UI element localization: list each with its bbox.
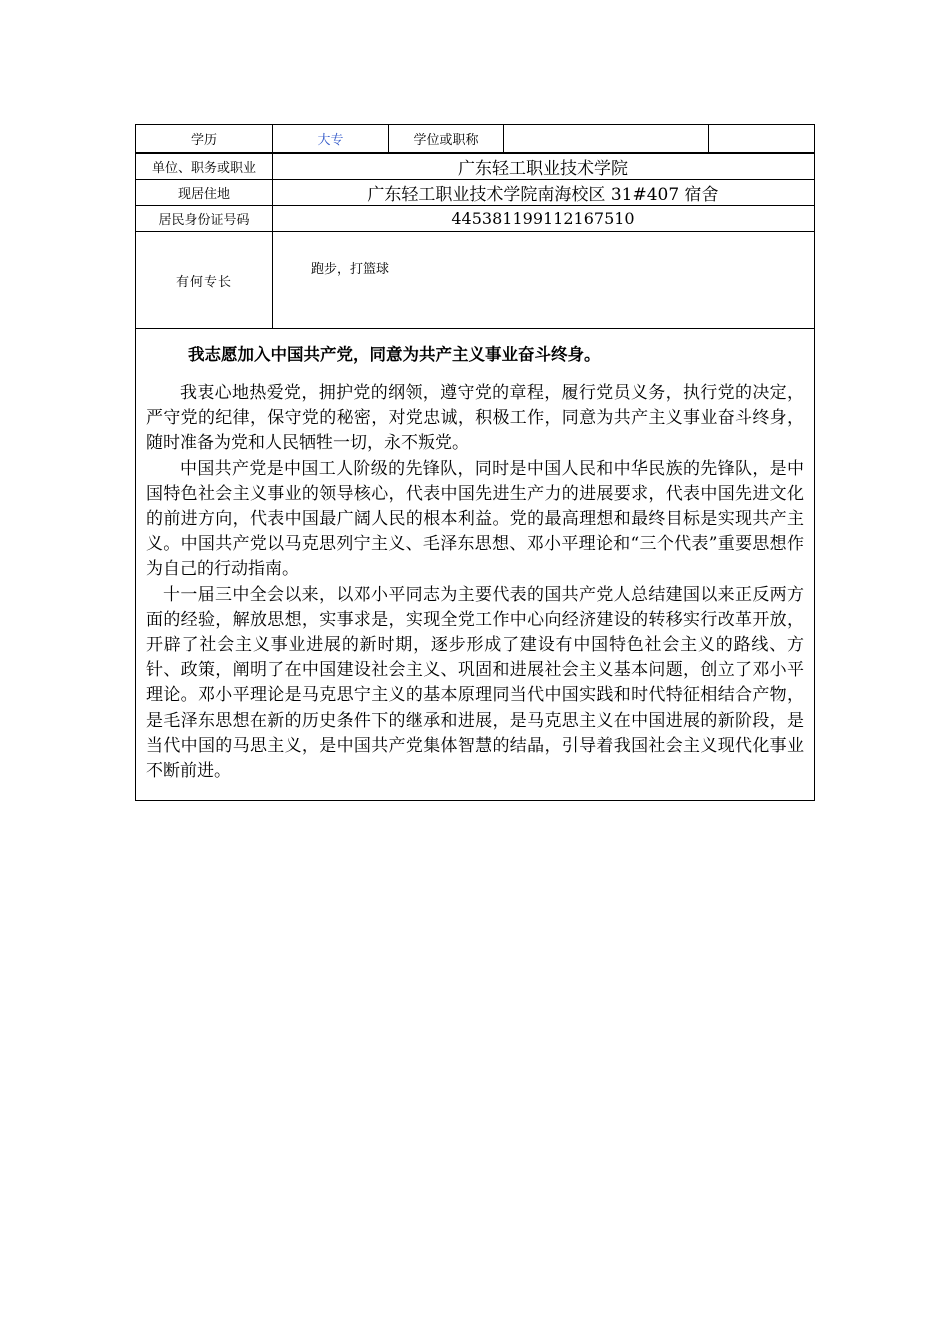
employer-row [136,153,814,180]
id-value: 445381199112167510 [451,209,635,228]
employer-value: 广东轻工职业技术学院 [458,159,628,179]
statement-section [136,329,814,800]
education-value: 大专 [273,125,389,152]
application-form [135,124,815,801]
id-row [136,206,814,232]
id-label: 居民身份证号码 [136,206,273,231]
education-label: 学历 [136,125,273,152]
statement-paragraph-2: 中国共产党是中国工人阶级的先锋队，同时是中国人民和中华民族的先锋队，是中国特色社会主义事业的领导核心，代表中国先进生产力的进展要求，代表中国先进文化的前进方向，代表中国最广阔人民的根本利益。党的最高理想和最终目标是实现共产主义。中国共产党以马克思列宁主义、毛泽东思想、邓小平理论和“三个代表”重要思想作为自己的行动指南。 [146,458,804,580]
statement-paragraph-3: 十一届三中全会以来，以邓小平同志为主要代表的国共产党人总结建国以来正反两方面的经验，解放思想，实事求是，实现全党工作中心向经济建设的转移实行改革开放，开辟了社会主义事业进展的新时期，逐步形成了建设有中国特色社会主义的路线、方针、政策，阐明了在中国建设社会主义、巩固和进展社会主义基本问题，创立了邓小平理论。邓小平理论是马克思宁主义的基本原理同当代中国实践和时代特征相结合产物，是毛泽东思想在新的历史条件下的继承和进展，是马克思主义在中国进展的新阶段，是当代中国的马思主义，是中国共产党集体智慧的结晶，引导着我国社会主义现代化事业不断前进。 [146,584,804,782]
skills-row [136,232,814,329]
address-label: 现居住地 [136,180,273,205]
degree-label: 学位或职称 [389,125,504,152]
employer-label: 单位、职务或职业 [136,154,273,179]
address-row [136,180,814,206]
statement-headline: 我志愿加入中国共产党，同意为共产主义事业奋斗终身。 [188,345,601,364]
statement-paragraph-1: 我衷心地热爱党，拥护党的纲领，遵守党的章程，履行党员义务，执行党的决定，严守党的纪律，保守党的秘密，对党忠诚，积极工作，同意为共产主义事业奋斗终身，随时准备为党和人民牺牲一切，永不叛党。 [146,383,804,454]
address-value: 广东轻工职业技术学院南海校区 31#407 宿舍 [367,185,719,205]
degree-value [504,125,709,152]
skills-label: 有何专长 [136,232,273,328]
skills-value: 跑步，打篮球 [311,262,390,277]
degree-row-extension-rule [709,125,816,153]
